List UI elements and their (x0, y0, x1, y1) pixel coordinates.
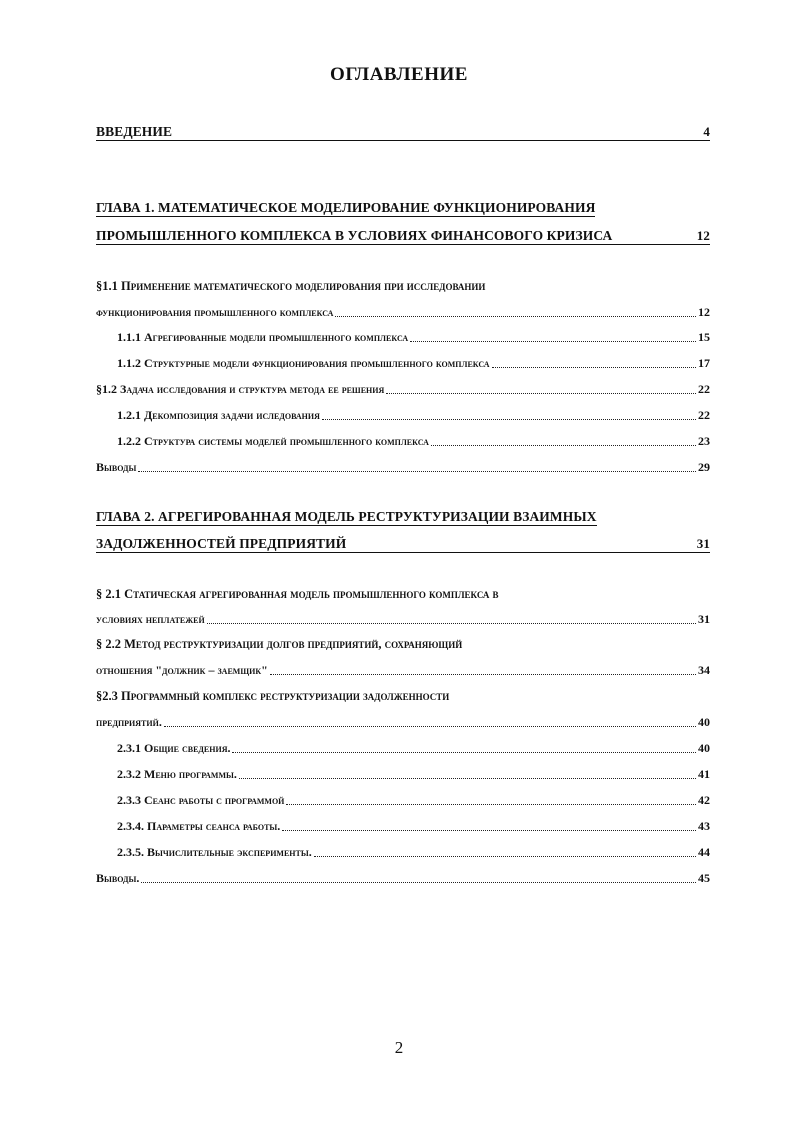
toc-chapter-1-page: 12 (696, 228, 710, 243)
toc-entry-text: 2.3.1 Общие сведения. (117, 741, 231, 755)
toc-entry-1-2[interactable] (96, 375, 710, 397)
dot-leader (141, 882, 696, 883)
dot-leader (232, 752, 696, 753)
toc-entry-page: 23 (698, 434, 710, 448)
toc-entry-page: 12 (698, 305, 710, 319)
page-number: 2 (394, 1038, 404, 1057)
page-title: ОГЛАВЛЕНИЕ (330, 64, 468, 85)
toc-entry-text: 2.3.3 Сеанс работы с программой (117, 793, 285, 807)
toc-entry-text: 2.3.2 Меню программы. (117, 767, 237, 781)
dot-leader (492, 367, 696, 368)
toc-entry-text: условиях неплатежей (96, 612, 205, 626)
dot-leader (410, 341, 696, 342)
toc-entry-text: 2.3.5. Вычислительные эксперименты. (117, 845, 312, 859)
toc-entry-page: 42 (698, 793, 710, 807)
toc-entry-2-2-line2[interactable] (96, 656, 710, 678)
toc-entry-page: 29 (698, 460, 710, 474)
toc-chapter-2-title-part1: ГЛАВА 2. АГРЕГИРОВАННАЯ МОДЕЛЬ РЕСТРУКТУРИЗАЦИИ ВЗАИМНЫХ (96, 509, 597, 524)
toc-entry-2-3-5[interactable] (117, 838, 710, 860)
toc-entry-ch1-conclusions[interactable] (96, 453, 710, 475)
toc-entry-2-3-1[interactable] (117, 734, 710, 756)
toc-chapter-1-title-part2: ПРОМЫШЛЕННОГО КОМПЛЕКСА В УСЛОВИЯХ ФИНАНСОВОГО КРИЗИСА (96, 228, 613, 243)
dot-leader (270, 674, 696, 675)
toc-entry-2-3-3[interactable] (117, 786, 710, 808)
dot-leader (431, 445, 696, 446)
toc-entry-ch2-conclusions[interactable] (96, 864, 710, 886)
dot-leader (314, 856, 696, 857)
toc-entry-1-1-1[interactable] (117, 323, 710, 345)
dot-leader (138, 471, 696, 472)
toc-entry-text: предприятий. (96, 715, 162, 729)
toc-entry-page: 40 (698, 715, 710, 729)
toc-chapter-2-line2[interactable] (96, 530, 710, 553)
toc-entry-1-2-1[interactable] (117, 401, 710, 423)
toc-entry-text: Выводы (96, 460, 137, 474)
toc-entry-2-1-line1[interactable] (96, 580, 710, 602)
dot-leader (239, 778, 696, 779)
toc-entry-page: 43 (698, 819, 710, 833)
toc-chapter-1-title-part1: ГЛАВА 1. МАТЕМАТИЧЕСКОЕ МОДЕЛИРОВАНИЕ ФУНКЦИОНИРОВАНИЯ (96, 200, 596, 215)
toc-chapter-1-line2[interactable] (96, 222, 710, 245)
dot-leader (286, 804, 696, 805)
toc-entry-page: 22 (698, 408, 710, 422)
toc-entry-text: § 2.1 Статическая агрегированная модель промышленного комплекса в (96, 587, 499, 601)
dot-leader (322, 419, 696, 420)
toc-entry-text: 1.1.2 Структурные модели функционирования промышленного комплекса (117, 356, 490, 370)
dot-leader (282, 830, 696, 831)
toc-entry-text: 1.1.1 Агрегированные модели промышленного комплекса (117, 330, 409, 344)
toc-entry-text: отношения "должник – заемщик" (96, 663, 268, 677)
toc-entry-1-2-2[interactable] (117, 427, 710, 449)
toc-entry-text: функционирования промышленного комплекса (96, 305, 334, 319)
toc-chapter-2-page: 31 (696, 536, 710, 551)
toc-chapter-1-line1[interactable] (96, 195, 595, 217)
toc-entry-2-3-2[interactable] (117, 760, 710, 782)
dot-leader (164, 726, 696, 727)
toc-entry-page: 31 (698, 612, 710, 626)
toc-entry-1-1-line2[interactable] (96, 298, 710, 320)
toc-entry-page: 34 (698, 663, 710, 677)
toc-chapter-2-line1[interactable] (96, 504, 597, 526)
toc-entry-1-1-line1[interactable] (96, 272, 710, 294)
toc-entry-text: 2.3.4. Параметры сеанса работы. (117, 819, 281, 833)
toc-entry-text: §1.2 Задача исследования и структура метода ее решения (96, 382, 385, 396)
toc-entry-text: 1.2.1 Декомпозиция задачи иследования (117, 408, 320, 422)
toc-intro-page: 4 (703, 124, 710, 139)
toc-intro-text: ВВЕДЕНИЕ (96, 124, 173, 139)
dot-leader (335, 316, 696, 317)
toc-entry-page: 45 (698, 871, 710, 885)
toc-chapter-2-title-part2: ЗАДОЛЖЕННОСТЕЙ ПРЕДПРИЯТИЙ (96, 536, 347, 551)
toc-entry-page: 40 (698, 741, 710, 755)
toc-entry-text: Выводы. (96, 871, 140, 885)
toc-entry-text: § 2.2 Метод реструктуризации долгов предприятий, сохраняющий (96, 637, 463, 651)
dot-leader (207, 623, 696, 624)
toc-entry-2-1-line2[interactable] (96, 605, 710, 627)
toc-intro[interactable] (96, 118, 710, 141)
toc-entry-2-3-4[interactable] (117, 812, 710, 834)
toc-entry-page: 17 (698, 356, 710, 370)
toc-entry-page: 22 (698, 382, 710, 396)
toc-entry-page: 44 (698, 845, 710, 859)
toc-entry-text: §1.1 Применение математического моделирования при исследовании (96, 279, 486, 293)
toc-entry-1-1-2[interactable] (117, 349, 710, 371)
toc-entry-page: 15 (698, 330, 710, 344)
toc-entry-text: §2.3 Программный комплекс реструктуризации задолженности (96, 689, 450, 703)
toc-entry-2-2-line1[interactable] (96, 630, 710, 652)
toc-entry-page: 41 (698, 767, 710, 781)
toc-entry-text: 1.2.2 Структура системы моделей промышленного комплекса (117, 434, 429, 448)
toc-entry-2-3-line1[interactable] (96, 682, 710, 704)
toc-entry-2-3-line2[interactable] (96, 708, 710, 730)
dot-leader (386, 393, 696, 394)
